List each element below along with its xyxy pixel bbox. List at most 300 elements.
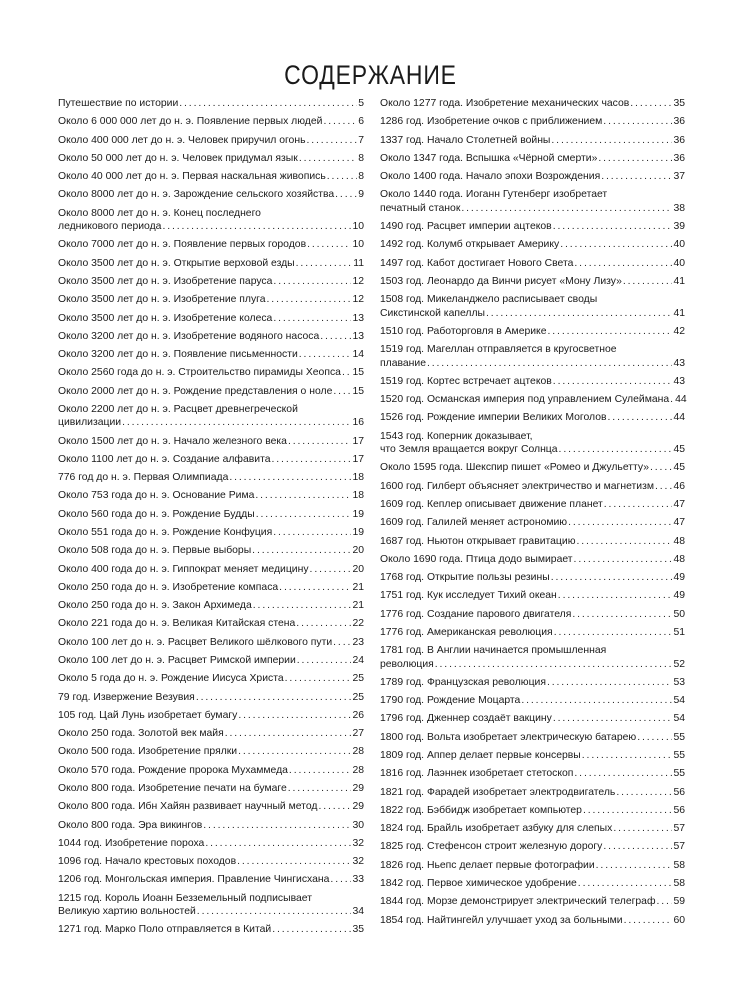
toc-page-number: 20 bbox=[352, 563, 364, 575]
toc-entry-title: Около 1400 года. Начало эпохи Возрождения bbox=[380, 171, 601, 183]
toc-page-number: 43 bbox=[673, 375, 685, 387]
toc-entry-title: Около 100 лет до н. э. Расцвет Великого шёлкового пути bbox=[58, 636, 333, 648]
toc-entry-title: Около 250 года. Золотой век майя bbox=[58, 728, 224, 740]
toc-entry[interactable] bbox=[58, 599, 364, 612]
toc-entry-title: Около 100 лет до н. э. Расцвет Римской империи bbox=[58, 654, 296, 666]
toc-entry-title-line: 1215 год. Король Иоанн Безземельный подписывает bbox=[58, 892, 312, 904]
toc-entry-title: 1519 год. Кортес встречает ацтеков bbox=[380, 375, 552, 387]
toc-entry-title: 1844 год. Морзе демонстрирует электрический телеграф bbox=[380, 896, 656, 908]
toc-entry[interactable] bbox=[58, 489, 364, 502]
toc-entry[interactable] bbox=[380, 731, 685, 744]
dot-leader bbox=[342, 366, 351, 379]
toc-entry[interactable] bbox=[58, 207, 364, 234]
dot-leader bbox=[576, 535, 672, 548]
dot-leader bbox=[596, 859, 673, 872]
toc-entry[interactable] bbox=[380, 480, 685, 493]
toc-page-number: 9 bbox=[358, 189, 364, 201]
toc-page-number: 27 bbox=[352, 728, 364, 740]
dot-leader bbox=[568, 516, 672, 529]
toc-entry[interactable] bbox=[380, 257, 685, 270]
toc-page-number: 7 bbox=[358, 134, 364, 146]
toc-entry-title: Около 3500 лет до н. э. Изобретение паруса bbox=[58, 275, 273, 287]
toc-right-column bbox=[380, 97, 685, 932]
dot-leader bbox=[255, 489, 351, 502]
toc-page-number: 35 bbox=[673, 98, 685, 109]
dot-leader bbox=[299, 348, 352, 361]
toc-page-number: 13 bbox=[352, 330, 364, 342]
toc-entry-title: что Земля вращается вокруг Солнца bbox=[380, 444, 558, 456]
dot-leader bbox=[296, 617, 351, 630]
dot-leader bbox=[604, 498, 673, 511]
dot-leader bbox=[486, 307, 672, 320]
toc-entry[interactable] bbox=[58, 238, 364, 251]
toc-page-number: 44 bbox=[673, 412, 685, 424]
toc-page-number: 57 bbox=[673, 823, 685, 835]
toc-page-number: 28 bbox=[352, 746, 364, 758]
toc-entry-title: Около 2000 лет до н. э. Рождение представления о ноле bbox=[58, 385, 333, 397]
toc-page-number: 46 bbox=[673, 480, 685, 492]
toc-page-number: 35 bbox=[352, 924, 364, 936]
toc-entry[interactable] bbox=[58, 745, 364, 758]
toc-entry[interactable] bbox=[380, 553, 685, 566]
toc-page-number: 19 bbox=[352, 527, 364, 538]
toc-entry-title: 79 год. Извержение Везувия bbox=[58, 691, 195, 703]
toc-page-number: 32 bbox=[352, 856, 364, 868]
toc-page-number: 6 bbox=[358, 116, 364, 128]
toc-entry-title: Около 500 года. Изобретение прялки bbox=[58, 746, 238, 758]
toc-entry[interactable] bbox=[58, 800, 364, 813]
dot-leader bbox=[330, 873, 351, 886]
toc-entry[interactable] bbox=[58, 115, 364, 128]
toc-page-number: 36 bbox=[673, 134, 685, 146]
toc-entry[interactable] bbox=[380, 840, 685, 853]
toc-page-number: 12 bbox=[352, 294, 364, 306]
toc-page-number: 10 bbox=[352, 239, 364, 251]
toc-entry[interactable] bbox=[58, 636, 364, 649]
toc-page-number: 29 bbox=[352, 801, 364, 813]
toc-entry-title: печатный станок bbox=[380, 202, 461, 214]
toc-page-number: 58 bbox=[673, 878, 685, 889]
dot-leader bbox=[296, 257, 353, 270]
toc-page-number: 45 bbox=[673, 444, 685, 456]
toc-entry-title: Путешествие по истории bbox=[58, 98, 179, 109]
dot-leader bbox=[253, 599, 352, 612]
toc-page-number: 21 bbox=[352, 581, 364, 593]
toc-entry-title: 1790 год. Рождение Моцарта bbox=[380, 695, 521, 707]
toc-entry[interactable] bbox=[58, 855, 364, 868]
toc-entry-title: 105 год. Цай Лунь изобретает бумагу bbox=[58, 709, 238, 721]
toc-entry-title: Около 1347 года. Вспышка «Чёрной смерти» bbox=[380, 152, 598, 164]
toc-entry[interactable] bbox=[380, 767, 685, 780]
toc-entry[interactable] bbox=[58, 526, 364, 539]
toc-entry[interactable] bbox=[380, 293, 685, 320]
toc-entry-title-line: Около 1440 года. Иоганн Гутенберг изобретает bbox=[380, 189, 608, 201]
toc-page-number: 54 bbox=[673, 713, 685, 725]
toc-page-number: 20 bbox=[352, 545, 364, 557]
toc-entry-title: 1842 год. Первое химическое удобрение bbox=[380, 878, 577, 889]
dot-leader bbox=[197, 905, 352, 918]
toc-entry[interactable] bbox=[58, 257, 364, 270]
toc-entry-title: 1768 год. Открытие пользы резины bbox=[380, 572, 550, 584]
toc-entry-title: 1821 год. Фарадей изобретает электродвигатель bbox=[380, 786, 616, 798]
toc-entry-title: 1826 год. Ньепс делает первые фотографии bbox=[380, 859, 595, 871]
toc-page-number: 41 bbox=[673, 307, 685, 319]
toc-entry[interactable] bbox=[380, 97, 685, 110]
toc-entry-title: Около 3200 лет до н. э. Изобретение водяного насоса bbox=[58, 330, 320, 342]
dot-leader bbox=[333, 636, 351, 649]
toc-entry[interactable] bbox=[380, 461, 685, 474]
toc-page-number: 10 bbox=[352, 221, 364, 233]
dot-leader bbox=[670, 393, 674, 406]
toc-entry-title: Около 753 года до н. э. Основание Рима bbox=[58, 490, 255, 502]
toc-entry-title: 1520 год. Османская империя под управлением Сулеймана bbox=[380, 394, 670, 406]
dot-leader bbox=[583, 804, 672, 817]
toc-page-number: 50 bbox=[673, 608, 685, 620]
toc-page-number: 47 bbox=[673, 498, 685, 510]
dot-leader bbox=[657, 895, 673, 908]
dot-leader bbox=[327, 170, 357, 183]
toc-page-number: 17 bbox=[352, 453, 364, 465]
dot-leader bbox=[297, 654, 352, 667]
toc-page-number: 26 bbox=[352, 709, 364, 721]
toc-page-number: 11 bbox=[353, 257, 364, 269]
toc-entry-title-line: Около 2200 лет до н. э. Расцвет древнегреческой bbox=[58, 403, 298, 415]
toc-entry-title: 1206 год. Монгольская империя. Правление Чингисхана bbox=[58, 874, 330, 886]
toc-entry[interactable] bbox=[58, 293, 364, 306]
toc-page-number: 5 bbox=[358, 98, 364, 109]
toc-entry[interactable] bbox=[58, 152, 364, 165]
toc-entry[interactable] bbox=[380, 430, 685, 457]
toc-entry[interactable] bbox=[380, 238, 685, 251]
toc-entry[interactable] bbox=[380, 914, 685, 927]
toc-entry-title: 1824 год. Брайль изобретает азбуку для слепых bbox=[380, 823, 613, 835]
toc-entry[interactable] bbox=[380, 343, 685, 370]
toc-entry-title: 776 год до н. э. Первая Олимпиада bbox=[58, 472, 229, 484]
toc-entry[interactable] bbox=[380, 115, 685, 128]
toc-entry-title: 1825 год. Стефенсон строит железную дорогу bbox=[380, 841, 603, 853]
toc-page-number: 30 bbox=[352, 819, 364, 831]
toc-entry[interactable] bbox=[58, 348, 364, 361]
dot-leader bbox=[279, 581, 351, 594]
toc-page-number: 48 bbox=[673, 535, 685, 547]
toc-entry-title: Около 400 000 лет до н. э. Человек приручил огонь bbox=[58, 134, 306, 146]
toc-page-number: 56 bbox=[673, 804, 685, 816]
dot-leader bbox=[273, 312, 351, 325]
toc-entry[interactable] bbox=[380, 535, 685, 548]
toc-page-number: 14 bbox=[352, 349, 364, 361]
toc-entry-title: плавание bbox=[380, 357, 426, 369]
toc-page-number: 22 bbox=[352, 618, 364, 630]
dot-leader bbox=[288, 435, 352, 448]
toc-page-number: 53 bbox=[673, 676, 685, 688]
toc-entry[interactable] bbox=[58, 544, 364, 557]
toc-entry-title: 1822 год. Бэббидж изобретает компьютер bbox=[380, 804, 582, 816]
toc-entry-title: Около 3500 лет до н. э. Изобретение колеса bbox=[58, 312, 273, 324]
toc-entry-title: 1492 год. Колумб открывает Америку bbox=[380, 239, 560, 251]
dot-leader bbox=[288, 782, 352, 795]
toc-page-number: 16 bbox=[352, 417, 364, 429]
toc-page-number: 24 bbox=[352, 654, 364, 666]
toc-entry[interactable] bbox=[58, 435, 364, 448]
toc-entry-title: 1776 год. Американская революция bbox=[380, 626, 553, 638]
toc-page-number: 40 bbox=[673, 257, 685, 269]
toc-entry[interactable] bbox=[58, 691, 364, 704]
toc-entry-title: Около 50 000 лет до н. э. Человек придумал язык bbox=[58, 152, 298, 164]
dot-leader bbox=[613, 822, 672, 835]
toc-page-number: 51 bbox=[673, 626, 685, 638]
toc-entry[interactable] bbox=[380, 275, 685, 288]
toc-entry[interactable] bbox=[58, 764, 364, 777]
toc-page-number: 36 bbox=[673, 116, 685, 128]
toc-page-number: 47 bbox=[673, 517, 685, 529]
toc-page-number: 28 bbox=[352, 764, 364, 776]
dot-leader bbox=[551, 571, 673, 584]
toc-entry-title: Около 800 года. Ибн Хайян развивает научный метод bbox=[58, 801, 318, 813]
toc-entry[interactable] bbox=[58, 330, 364, 343]
toc-entry-title: Около 221 года до н. э. Великая Китайская стена bbox=[58, 618, 296, 630]
toc-entry[interactable] bbox=[380, 498, 685, 511]
toc-entry-title: Около 1100 лет до н. э. Создание алфавита bbox=[58, 453, 271, 465]
toc-page-number: 41 bbox=[673, 275, 685, 287]
toc-entry[interactable] bbox=[58, 453, 364, 466]
toc-entry-title: 1816 год. Лаэннек изобретает стетоскоп bbox=[380, 768, 574, 780]
toc-page-number: 19 bbox=[352, 508, 364, 520]
toc-page-number: 55 bbox=[673, 768, 685, 780]
dot-leader bbox=[624, 914, 673, 927]
toc-entry-title: Около 6 000 000 лет до н. э. Появление первых людей bbox=[58, 116, 323, 128]
dot-leader bbox=[578, 877, 673, 890]
toc-entry[interactable] bbox=[58, 471, 364, 484]
toc-entry[interactable] bbox=[380, 877, 685, 890]
toc-entry-title: 1044 год. Изобретение пороха bbox=[58, 837, 205, 849]
dot-leader bbox=[461, 202, 672, 215]
toc-entry[interactable] bbox=[380, 644, 685, 671]
dot-leader bbox=[616, 786, 672, 799]
toc-entry-title: 1687 год. Ньютон открывает гравитацию bbox=[380, 535, 576, 547]
toc-entry[interactable] bbox=[58, 782, 364, 795]
dot-leader bbox=[598, 152, 672, 165]
toc-entry[interactable] bbox=[58, 275, 364, 288]
toc-entry[interactable] bbox=[58, 672, 364, 685]
toc-entry[interactable] bbox=[380, 152, 685, 165]
toc-page-number: 13 bbox=[352, 312, 364, 324]
dot-leader bbox=[603, 115, 672, 128]
toc-entry[interactable] bbox=[58, 97, 364, 110]
toc-entry[interactable] bbox=[58, 654, 364, 667]
toc-entry-title: Около 800 года. Изобретение печати на бумаге bbox=[58, 782, 287, 794]
toc-entry[interactable] bbox=[58, 312, 364, 325]
toc-entry-title-line: 1543 год. Коперник доказывает, bbox=[380, 430, 533, 442]
toc-entry[interactable] bbox=[58, 837, 364, 850]
dot-leader bbox=[650, 461, 672, 474]
toc-entry[interactable] bbox=[380, 589, 685, 602]
toc-page-number: 33 bbox=[352, 874, 364, 886]
dot-leader bbox=[553, 375, 673, 388]
toc-entry[interactable] bbox=[58, 366, 364, 379]
toc-page-number: 56 bbox=[673, 786, 685, 798]
dot-leader bbox=[333, 385, 351, 398]
dot-leader bbox=[574, 553, 673, 566]
dot-leader bbox=[273, 275, 351, 288]
toc-page-number: 15 bbox=[352, 367, 364, 379]
toc-entry-title-line: 1519 год. Магеллан отправляется в кругосветное bbox=[380, 344, 617, 356]
toc-entry-title: Около 3500 лет до н. э. Открытие верховой езды bbox=[58, 257, 295, 269]
dot-leader bbox=[548, 325, 673, 338]
dot-leader bbox=[306, 134, 357, 147]
toc-entry[interactable] bbox=[380, 188, 685, 215]
page-title: СОДЕРЖАНИЕ bbox=[284, 60, 457, 90]
toc-entry-title: Около 250 года до н. э. Закон Архимеда bbox=[58, 600, 252, 612]
dot-leader bbox=[229, 471, 351, 484]
toc-entry-title-line: Около 8000 лет до н. э. Конец последнего bbox=[58, 207, 261, 219]
dot-leader bbox=[623, 275, 673, 288]
toc-page-number: 40 bbox=[673, 239, 685, 251]
toc-entry[interactable] bbox=[58, 727, 364, 740]
toc-page-number: 52 bbox=[673, 658, 685, 670]
toc-entry-title: Около 508 года до н. э. Первые выборы bbox=[58, 545, 252, 557]
dot-leader bbox=[299, 152, 357, 165]
toc-page-number: 55 bbox=[673, 750, 685, 762]
toc-entry[interactable] bbox=[58, 563, 364, 576]
toc-entry[interactable] bbox=[58, 403, 364, 430]
toc-page-number: 29 bbox=[352, 782, 364, 794]
toc-entry[interactable] bbox=[380, 749, 685, 762]
toc-entry[interactable] bbox=[380, 608, 685, 621]
toc-entry-title: 1497 год. Кабот достигает Нового Света bbox=[380, 257, 574, 269]
dot-leader bbox=[601, 170, 672, 183]
toc-entry[interactable] bbox=[58, 709, 364, 722]
toc-entry[interactable] bbox=[380, 571, 685, 584]
toc-page-number: 45 bbox=[673, 462, 685, 474]
toc-entry[interactable] bbox=[380, 325, 685, 338]
dot-leader bbox=[196, 691, 352, 704]
toc-entry[interactable] bbox=[380, 694, 685, 707]
dot-leader bbox=[238, 709, 351, 722]
toc-entry[interactable] bbox=[58, 134, 364, 147]
toc-page-number: 12 bbox=[352, 275, 364, 287]
toc-page-number: 17 bbox=[352, 435, 364, 447]
toc-page-number: 32 bbox=[352, 837, 364, 849]
toc-entry[interactable] bbox=[380, 822, 685, 835]
toc-page-number: 34 bbox=[352, 906, 364, 918]
dot-leader bbox=[574, 257, 672, 270]
toc-entry-title: 1776 год. Создание парового двигателя bbox=[380, 608, 572, 620]
toc-entry[interactable] bbox=[380, 859, 685, 872]
toc-entry-title: Около 3200 лет до н. э. Появление письменности bbox=[58, 349, 298, 361]
toc-entry[interactable] bbox=[380, 411, 685, 424]
toc-entry[interactable] bbox=[58, 873, 364, 886]
toc-entry-title: 1809 год. Аппер делает первые консервы bbox=[380, 750, 581, 762]
toc-entry[interactable] bbox=[58, 170, 364, 183]
toc-entry[interactable] bbox=[380, 786, 685, 799]
toc-entry-title: цивилизации bbox=[58, 417, 122, 429]
toc-page-number: 15 bbox=[352, 385, 364, 397]
toc-entry[interactable] bbox=[380, 895, 685, 908]
toc-entry-title: Великую хартию вольностей bbox=[58, 906, 196, 918]
dot-leader bbox=[289, 764, 352, 777]
toc-entry[interactable] bbox=[58, 923, 364, 936]
toc-entry[interactable] bbox=[380, 804, 685, 817]
toc-entry-title: 1600 год. Гилберт объясняет электричество и магнетизм bbox=[380, 480, 654, 492]
toc-entry[interactable] bbox=[380, 220, 685, 233]
toc-entry[interactable] bbox=[58, 188, 364, 201]
dot-leader bbox=[310, 563, 352, 576]
toc-entry-title: Около 800 года. Эра викингов bbox=[58, 819, 203, 831]
toc-entry-title: 1286 год. Изобретение очков с приближением bbox=[380, 116, 603, 128]
dot-leader bbox=[582, 749, 673, 762]
dot-leader bbox=[318, 800, 351, 813]
toc-entry[interactable] bbox=[380, 516, 685, 529]
toc-entry[interactable] bbox=[380, 170, 685, 183]
toc-entry[interactable] bbox=[58, 508, 364, 521]
dot-leader bbox=[285, 672, 352, 685]
dot-leader bbox=[574, 767, 672, 780]
toc-page-number: 48 bbox=[673, 553, 685, 565]
toc-entry[interactable] bbox=[58, 581, 364, 594]
dot-leader bbox=[323, 115, 357, 128]
toc-page-number: 55 bbox=[673, 731, 685, 743]
toc-entry-title: Около 1690 года. Птица додо вымирает bbox=[380, 553, 573, 565]
toc-entry-title: 1854 год. Найтингейл улучшает уход за больными bbox=[380, 914, 623, 926]
toc-page-number: 49 bbox=[673, 572, 685, 584]
dot-leader bbox=[272, 453, 352, 466]
toc-page-number: 39 bbox=[673, 221, 685, 233]
toc-entry[interactable] bbox=[58, 892, 364, 919]
toc-entry[interactable] bbox=[58, 385, 364, 398]
toc-entry-title: 1271 год. Марко Поло отправляется в Китай bbox=[58, 924, 272, 936]
toc-page-number: 37 bbox=[673, 171, 685, 183]
dot-leader bbox=[179, 97, 357, 110]
toc-entry[interactable] bbox=[380, 134, 685, 147]
toc-page-number: 23 bbox=[352, 636, 364, 648]
toc-page-number: 59 bbox=[673, 896, 685, 908]
dot-leader bbox=[553, 220, 673, 233]
toc-entry-title: 1796 год. Дженнер создаёт вакцину bbox=[380, 713, 552, 725]
toc-page-number: 57 bbox=[673, 841, 685, 853]
dot-leader bbox=[162, 220, 351, 233]
toc-entry-title: Около 1277 года. Изобретение механических часов bbox=[380, 98, 630, 109]
toc-page-number: 18 bbox=[352, 472, 364, 484]
dot-leader bbox=[560, 238, 672, 251]
dot-leader bbox=[335, 188, 357, 201]
toc-entry-title-line: 1508 год. Микеланджело расписывает своды bbox=[380, 294, 598, 306]
toc-entry-title: 1751 год. Кук исследует Тихий океан bbox=[380, 590, 557, 602]
toc-entry[interactable] bbox=[380, 676, 685, 689]
toc-left-column bbox=[58, 97, 364, 942]
toc-page-number: 8 bbox=[358, 171, 364, 183]
dot-leader bbox=[225, 727, 352, 740]
toc-entry[interactable] bbox=[380, 712, 685, 725]
dot-leader bbox=[122, 416, 351, 429]
dot-leader bbox=[273, 526, 351, 539]
toc-page-number: 25 bbox=[352, 673, 364, 685]
toc-entry[interactable] bbox=[58, 617, 364, 630]
dot-leader bbox=[558, 589, 673, 602]
toc-entry[interactable] bbox=[380, 375, 685, 388]
dot-leader bbox=[203, 819, 351, 832]
toc-entry-title: 1490 год. Расцвет империи ацтеков bbox=[380, 221, 552, 233]
toc-entry-title: 1096 год. Начало крестовых походов bbox=[58, 856, 237, 868]
dot-leader bbox=[205, 837, 351, 850]
toc-page-number: 44 bbox=[675, 394, 687, 406]
dot-leader bbox=[238, 745, 351, 758]
toc-entry[interactable] bbox=[380, 626, 685, 639]
toc-entry[interactable] bbox=[58, 819, 364, 832]
dot-leader bbox=[547, 676, 672, 689]
toc-entry[interactable] bbox=[380, 393, 685, 406]
toc-entry-title: Около 2560 года до н. э. Строительство пирамиды Хеопса bbox=[58, 367, 341, 379]
dot-leader bbox=[655, 480, 672, 493]
